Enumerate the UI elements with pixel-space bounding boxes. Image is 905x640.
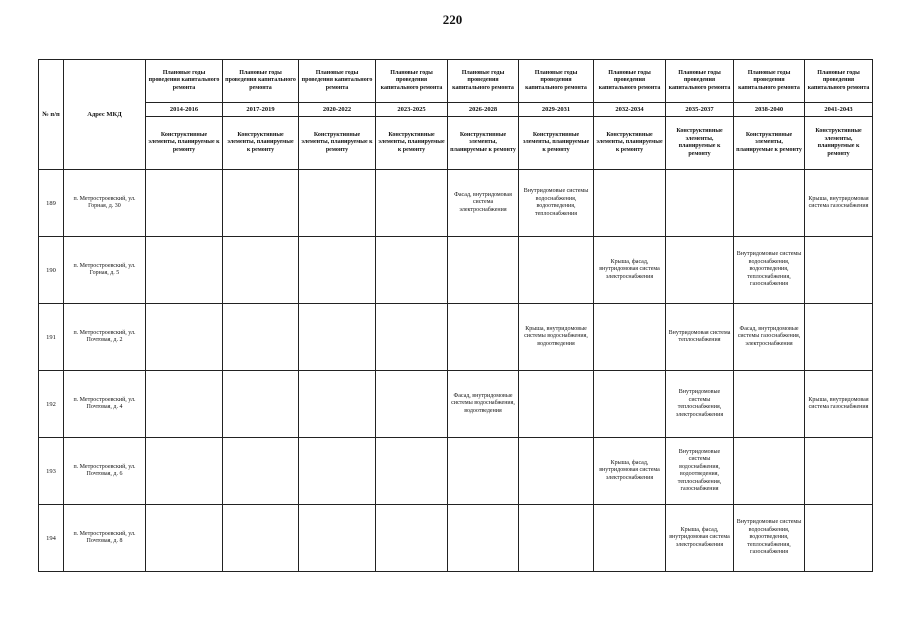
- repair-elements-cell: Внутридомовые системы теплоснабжения, электроснабжения: [666, 371, 734, 438]
- row-address: п. Метростроевский, ул. Почтовая, д. 6: [64, 438, 146, 505]
- repair-elements-cell: [376, 371, 448, 438]
- header-period-title: Плановые годы проведения капитального ремонта: [448, 60, 519, 103]
- repair-elements-cell: [376, 237, 448, 304]
- repair-elements-cell: Внутридомовые системы водоснабжения, водоотведения, теплоснабжения, газоснабжения: [734, 237, 805, 304]
- repair-elements-cell: [519, 438, 594, 505]
- header-period-title: Плановые годы проведения капитального ремонта: [734, 60, 805, 103]
- repair-elements-cell: [223, 304, 299, 371]
- repair-elements-cell: [594, 304, 666, 371]
- header-row-elements: [39, 117, 873, 170]
- repair-elements-cell: [448, 438, 519, 505]
- repair-elements-cell: [519, 237, 594, 304]
- repair-elements-cell: [519, 371, 594, 438]
- repair-elements-cell: [299, 170, 376, 237]
- header-period-title: Плановые годы проведения капитального ремонта: [519, 60, 594, 103]
- header-period-elements: Конструктивные элементы, планируемые к ремонту: [448, 117, 519, 170]
- repair-elements-cell: [299, 438, 376, 505]
- repair-elements-cell: [666, 170, 734, 237]
- repair-elements-cell: [146, 371, 223, 438]
- header-period-elements: Конструктивные элементы, планируемые к ремонту: [519, 117, 594, 170]
- repair-elements-cell: [146, 170, 223, 237]
- header-period-title: Плановые годы проведения капитального ремонта: [666, 60, 734, 103]
- row-address: п. Метростроевский, ул. Горная, д. 5: [64, 237, 146, 304]
- repair-elements-cell: [223, 371, 299, 438]
- header-period-elements: Конструктивные элементы, планируемые к ремонту: [299, 117, 376, 170]
- header-period-title: Плановые годы проведения капитального ремонта: [594, 60, 666, 103]
- repair-elements-cell: [594, 371, 666, 438]
- repair-elements-cell: Фасад, внутридомовая система электроснабжения: [448, 170, 519, 237]
- repair-elements-cell: [805, 438, 873, 505]
- header-period-title: Плановые годы проведения капитального ремонта: [223, 60, 299, 103]
- header-period-years: 2023-2025: [376, 103, 448, 117]
- row-address: п. Метростроевский, ул. Почтовая, д. 2: [64, 304, 146, 371]
- repair-elements-cell: [299, 505, 376, 572]
- repair-elements-cell: [223, 170, 299, 237]
- repair-elements-cell: [519, 505, 594, 572]
- repair-elements-cell: [223, 237, 299, 304]
- header-period-elements: Конструктивные элементы, планируемые к ремонту: [594, 117, 666, 170]
- header-address: Адрес МКД: [64, 60, 146, 170]
- table-row: [39, 371, 873, 438]
- repair-elements-cell: [666, 237, 734, 304]
- repair-elements-cell: [594, 170, 666, 237]
- repair-elements-cell: [223, 438, 299, 505]
- repair-elements-cell: Внутридомовые системы водоснабжения, водоотведения, теплоснабжения, газоснабжения: [666, 438, 734, 505]
- repair-elements-cell: [376, 438, 448, 505]
- repair-elements-cell: [805, 237, 873, 304]
- repair-elements-cell: [805, 304, 873, 371]
- table-row: [39, 170, 873, 237]
- repair-elements-cell: [223, 505, 299, 572]
- repair-elements-cell: Фасад, внутридомовые системы газоснабжения, электроснабжения: [734, 304, 805, 371]
- header-period-title: Плановые годы проведения капитального ремонта: [376, 60, 448, 103]
- header-period-title: Плановые годы проведения капитального ремонта: [299, 60, 376, 103]
- repair-elements-cell: [146, 304, 223, 371]
- header-period-elements: Конструктивные элементы, планируемые к ремонту: [146, 117, 223, 170]
- repair-elements-cell: [146, 505, 223, 572]
- header-period-elements: Конструктивные элементы, планируемые к ремонту: [376, 117, 448, 170]
- header-period-years: 2026-2028: [448, 103, 519, 117]
- table-body: [39, 170, 873, 572]
- repair-elements-cell: [734, 371, 805, 438]
- row-number: 192: [39, 371, 64, 438]
- repair-elements-cell: [734, 170, 805, 237]
- row-number: 193: [39, 438, 64, 505]
- repair-elements-cell: [146, 438, 223, 505]
- repair-elements-cell: Крыша, внутридомовые системы водоснабжения, водоотведения: [519, 304, 594, 371]
- repair-elements-cell: Внутридомовые системы водоснабжения, водоотведения, теплоснабжения: [519, 170, 594, 237]
- header-period-elements: Конструктивные элементы, планируемые к ремонту: [805, 117, 873, 170]
- header-row-years: [39, 103, 873, 117]
- row-number: 190: [39, 237, 64, 304]
- header-period-years: 2020-2022: [299, 103, 376, 117]
- repair-elements-cell: [734, 438, 805, 505]
- repair-elements-cell: Фасад, внутридомовые системы водоснабжения, водоотведения: [448, 371, 519, 438]
- repair-elements-cell: Крыша, внутридомовая система газоснабжения: [805, 170, 873, 237]
- row-number: 194: [39, 505, 64, 572]
- header-period-title: Плановые годы проведения капитального ремонта: [146, 60, 223, 103]
- repair-elements-cell: [448, 505, 519, 572]
- repair-elements-cell: Крыша, фасад, внутридомовая система электроснабжения: [666, 505, 734, 572]
- header-period-title: Плановые годы проведения капитального ремонта: [805, 60, 873, 103]
- header-num: № п/п: [39, 60, 64, 170]
- repair-elements-cell: Крыша, фасад, внутридомовая система электроснабжения: [594, 438, 666, 505]
- repair-elements-cell: [299, 371, 376, 438]
- repair-elements-cell: [448, 304, 519, 371]
- header-period-years: 2029-2031: [519, 103, 594, 117]
- row-address: п. Метростроевский, ул. Горная, д. 30: [64, 170, 146, 237]
- header-period-years: 2038-2040: [734, 103, 805, 117]
- repair-elements-cell: [299, 304, 376, 371]
- table-row: [39, 438, 873, 505]
- repair-elements-cell: [146, 237, 223, 304]
- repair-elements-cell: Крыша, фасад, внутридомовая система электроснабжения: [594, 237, 666, 304]
- table-row: [39, 237, 873, 304]
- header-period-years: 2032-2034: [594, 103, 666, 117]
- repair-elements-cell: [299, 237, 376, 304]
- header-period-elements: Конструктивные элементы, планируемые к ремонту: [223, 117, 299, 170]
- page-number: 220: [442, 12, 463, 27]
- header-period-years: 2035-2037: [666, 103, 734, 117]
- header-period-years: 2041-2043: [805, 103, 873, 117]
- header-row-titles: [39, 60, 873, 103]
- table-header: [39, 60, 873, 170]
- repair-elements-cell: [805, 505, 873, 572]
- repair-elements-cell: [376, 505, 448, 572]
- row-address: п. Метростроевский, ул. Почтовая, д. 8: [64, 505, 146, 572]
- repair-elements-cell: [594, 505, 666, 572]
- table-row: [39, 505, 873, 572]
- header-period-elements: Конструктивные элементы, планируемые к ремонту: [734, 117, 805, 170]
- repair-elements-cell: [376, 304, 448, 371]
- header-period-elements: Конструктивные элементы, планируемые к ремонту: [666, 117, 734, 170]
- repair-elements-cell: [376, 170, 448, 237]
- repair-elements-cell: Внутридомовые системы водоснабжения, водоотведения, теплоснабжения, газоснабжения: [734, 505, 805, 572]
- capital-repair-plan-table: [38, 59, 873, 572]
- repair-elements-cell: Крыша, внутридомовая система газоснабжения: [805, 371, 873, 438]
- row-number: 189: [39, 170, 64, 237]
- table-row: [39, 304, 873, 371]
- row-address: п. Метростроевский, ул. Почтовая, д. 4: [64, 371, 146, 438]
- repair-elements-cell: [448, 237, 519, 304]
- row-number: 191: [39, 304, 64, 371]
- header-period-years: 2017-2019: [223, 103, 299, 117]
- repair-elements-cell: Внутридомовая система теплоснабжения: [666, 304, 734, 371]
- header-period-years: 2014-2016: [146, 103, 223, 117]
